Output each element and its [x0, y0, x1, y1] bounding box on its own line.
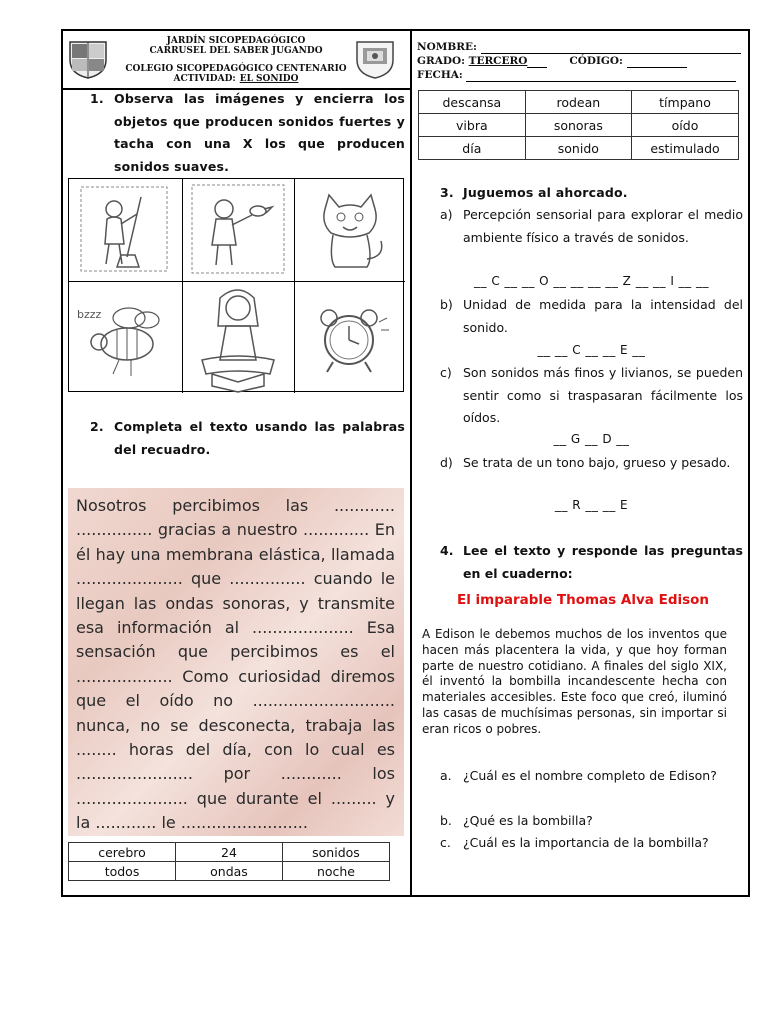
- item-label: a): [440, 207, 453, 222]
- question-4: [440, 540, 743, 585]
- question-4a: [440, 765, 743, 788]
- question-2-number: 2.: [90, 419, 104, 434]
- activity-value: EL SONIDO: [239, 74, 299, 84]
- hangman-item-b: [440, 294, 743, 339]
- question-3-number: 3.: [440, 185, 454, 200]
- question-4b: [440, 810, 743, 833]
- question-label: c.: [440, 835, 451, 850]
- svg-text:bzzz: bzzz: [77, 308, 102, 321]
- boy-with-bird-icon: [182, 179, 294, 281]
- word-cell: vibra: [419, 114, 526, 137]
- question-text: ¿Cuál es el nombre completo de Edison?: [463, 768, 717, 783]
- question-text: ¿Cuál es la importancia de la bombilla?: [463, 835, 709, 850]
- word-cell: todos: [69, 862, 176, 881]
- word-cell: oído: [632, 114, 739, 137]
- column-divider: [410, 29, 412, 897]
- college-crest-icon: [353, 36, 397, 80]
- item-label: c): [440, 365, 452, 380]
- fecha-field[interactable]: [466, 81, 736, 82]
- image-grid: [68, 178, 404, 392]
- school-line2: CARRUSEL DEL SABER JUGANDO: [149, 46, 323, 56]
- hangman-blank-b[interactable]: __ __ C __ __ E __: [537, 343, 646, 357]
- hangman-item-c: [440, 362, 743, 430]
- fecha-label: FECHA:: [417, 69, 463, 81]
- hangman-item-a: [440, 204, 743, 249]
- school-crest-icon: [66, 36, 110, 80]
- alarm-clock-icon: [295, 282, 405, 393]
- word-cell: ondas: [176, 862, 283, 881]
- word-cell: día: [419, 137, 526, 160]
- question-4-number: 4.: [440, 543, 454, 558]
- grado-value: TERCERO: [468, 55, 528, 67]
- question-label: b.: [440, 813, 452, 828]
- story-text: A Edison le debemos muchos de los inventos que hacen más placentera la vida, y que hoy forman parte de nuestro cotidiano. A finales del siglo XIX, él inventó la bombilla incandescente hecha con materiales accesibles. Este foco que creó, iluminó las casas de muchísimas personas, sin importar si eran ricos o pobres.: [422, 627, 727, 736]
- item-label: d): [440, 455, 453, 470]
- word-cell: 24: [176, 843, 283, 862]
- school-line1: JARDÍN SICOPEDAGÓGICO: [166, 36, 306, 46]
- item-label: b): [440, 297, 453, 312]
- grado-label: GRADO:: [417, 55, 465, 67]
- word-box-top: [418, 90, 739, 160]
- table-row: [69, 843, 390, 862]
- student-info: [417, 40, 747, 82]
- codigo-label: CÓDIGO:: [569, 55, 623, 67]
- word-cell: descansa: [419, 91, 526, 114]
- item-text: Percepción sensorial para explorar el medio ambiente físico a través de sonidos.: [463, 207, 743, 245]
- word-cell: sonidos: [282, 843, 389, 862]
- image-cell-sweeping[interactable]: [69, 179, 182, 281]
- fill-in-paragraph-box: [68, 488, 404, 836]
- table-row: [419, 114, 739, 137]
- image-cell-reading[interactable]: [182, 282, 294, 393]
- item-text: Se trata de un tono bajo, grueso y pesado.: [463, 455, 731, 470]
- image-cell-clock[interactable]: [295, 282, 405, 393]
- question-text: ¿Qué es la bombilla?: [463, 813, 593, 828]
- question-1-text: Observa las imágenes y encierra los objetos que producen sonidos fuertes y tacha con una X los que producen sonidos suaves.: [114, 91, 405, 174]
- word-cell: sonoras: [525, 114, 631, 137]
- word-cell: cerebro: [69, 843, 176, 862]
- question-label: a.: [440, 768, 452, 783]
- hangman-blank-a[interactable]: __ C __ __ O __ __ __ __ Z __ __ I __ __: [474, 274, 709, 288]
- college-name: COLEGIO SICOPEDAGÓGICO CENTENARIO: [125, 64, 347, 74]
- image-cell-bird[interactable]: [182, 179, 294, 281]
- question-4c: [440, 832, 743, 855]
- word-cell: estimulado: [632, 137, 739, 160]
- hangman-blank-d[interactable]: __ R __ __ E: [554, 498, 629, 512]
- hangman-blank-c[interactable]: __ G __ D __: [553, 432, 630, 446]
- word-cell: tímpano: [632, 91, 739, 114]
- image-cell-bee[interactable]: [69, 282, 182, 393]
- question-4-text: Lee el texto y responde las preguntas en el cuaderno:: [463, 543, 743, 581]
- activity-label: ACTIVIDAD:: [173, 74, 236, 84]
- hangman-item-d: [440, 452, 743, 475]
- cat-icon: [295, 179, 405, 281]
- question-3-heading: [440, 182, 628, 205]
- story-title: El imparable Thomas Alva Edison: [456, 592, 710, 608]
- girl-reading-icon: [182, 282, 294, 393]
- nombre-label: NOMBRE:: [417, 41, 477, 53]
- word-cell: rodean: [525, 91, 631, 114]
- image-cell-cat[interactable]: [295, 179, 405, 281]
- word-box-bottom: [68, 842, 390, 881]
- fill-in-paragraph: Nosotros percibimos las ............ ............... gracias a nuestro ............. En él hay una membrana elástica, llamada ..................... que ............... cuando le llegan las ondas sonoras, y transmite esa información al .................... Esa sensación que percibimos es el ................... Como curiosidad diremos que el oído no ............................ nunca, no se desconecta, trabaja las ........ horas del día, con lo cual es ....................... por ............ los ...................... que durante el ......... y la ............ le .........................: [76, 496, 395, 833]
- question-1: [90, 88, 405, 178]
- question-3-text: Juguemos al ahorcado.: [462, 185, 628, 200]
- table-row: [419, 91, 739, 114]
- word-cell: sonido: [525, 137, 631, 160]
- question-2-text: Completa el texto usando las palabras del recuadro.: [114, 419, 405, 457]
- table-row: [419, 137, 739, 160]
- table-row: [69, 862, 390, 881]
- item-text: Unidad de medida para la intensidad del sonido.: [463, 297, 743, 335]
- item-text: Son sonidos más finos y livianos, se pueden sentir como si traspasaran fácilmente los oídos.: [463, 365, 743, 425]
- bee-icon: [69, 282, 182, 393]
- question-2: [90, 416, 405, 461]
- question-1-number: 1.: [90, 91, 104, 106]
- word-cell: noche: [282, 862, 389, 881]
- boy-sweeping-icon: [69, 179, 182, 281]
